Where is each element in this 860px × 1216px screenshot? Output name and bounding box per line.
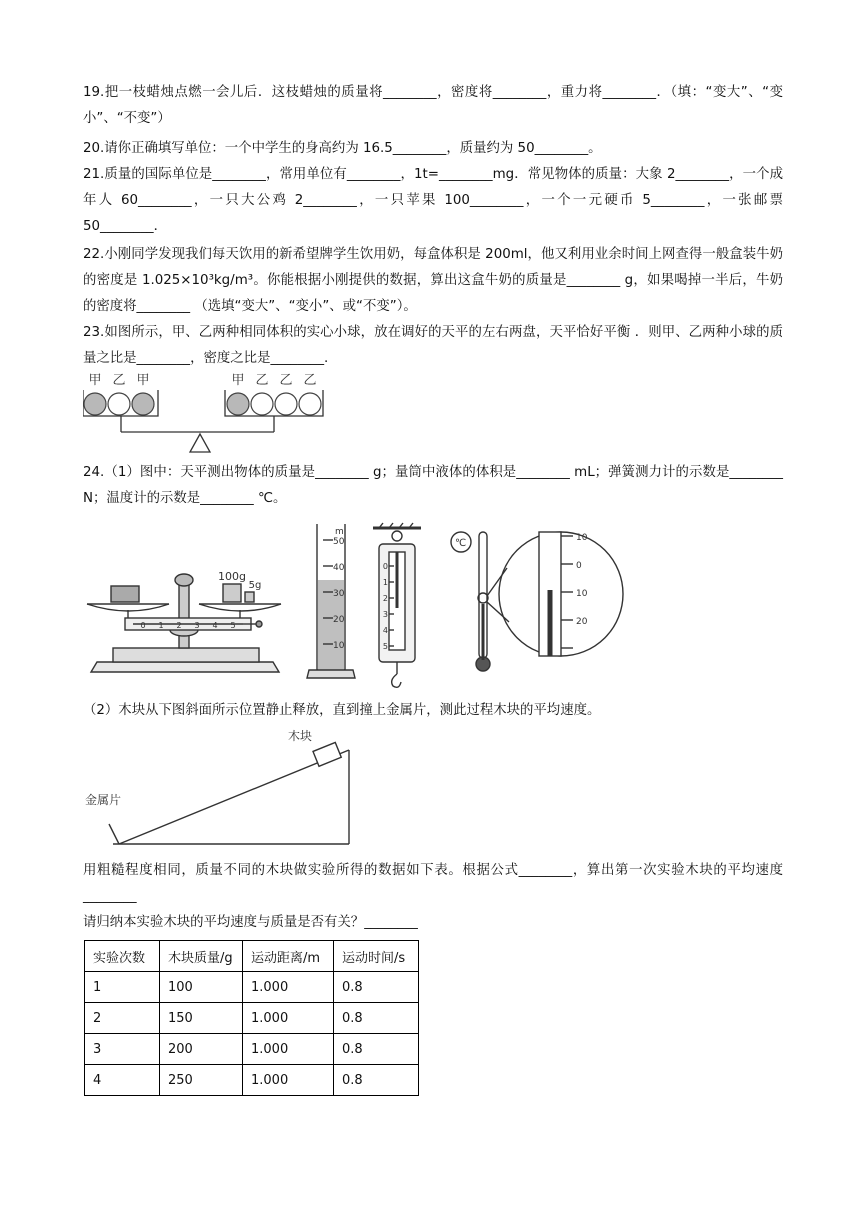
thermo-mark-10: 10 [576,589,588,599]
weight-5g-label: 5g [248,580,262,591]
thermo-mark-10-top: 10 [576,533,588,543]
table-cell: 1.000 [243,1034,334,1065]
spring-mark-5: 5 [382,642,388,651]
question-24-part-2: （2）木块从下图斜面所示位置静止释放，直到撞上金属片，测此过程木块的平均速度。 [83,703,601,718]
beam-mark-1: 1 [158,621,164,630]
table-header: 运动距离/m [243,941,334,972]
table-row [85,1034,419,1065]
incline-figure [83,726,383,854]
right-ball-label-3: 乙 [279,373,293,388]
table-cell: 0.8 [334,1003,419,1034]
metal-plate-label: 金属片 [85,793,122,807]
question-20: 20.请你正确填写单位：一个中学生的身高约为 16.5________，质量约为 50________。 [83,141,602,156]
beam-mark-5: 5 [230,621,236,630]
worksheet-page [83,80,783,1096]
experiment-table [84,940,419,1096]
beam-mark-2: 2 [176,621,182,630]
table-cell: 0.8 [334,1034,419,1065]
thermo-unit: ℃ [455,538,467,549]
left-ball-label-2: 乙 [112,373,126,388]
block-label: 木块 [288,729,313,743]
question-22: 22.小刚同学发现我们每天饮用的新希望牌学生饮用奶，每盒体积是 200ml，他又利用业余时间上网查得一般盒装牛奶的密度是 1.025×10³kg/m³。你能根据小刚提供的数据，算出这盒牛奶的质量是________ g，如果喝掉一半后，牛奶的密度将________ （选填“变大”、“变小”、或“不变”）。 [83,247,783,314]
table-row [85,1065,419,1096]
table-cell: 1.000 [243,1065,334,1096]
table-cell: 0.8 [334,972,419,1003]
cylinder-mark-30: 30 [333,589,345,599]
table-header-row [85,941,419,972]
weight-100g-label: 100g [218,570,246,583]
thermo-mark-0: 0 [576,561,582,571]
left-ball-label-1: 甲 [88,373,102,388]
spring-mark-2: 2 [382,594,388,603]
table-cell: 1 [85,972,160,1003]
cylinder-mark-40: 40 [333,563,345,573]
cylinder-mark-20: 20 [333,615,345,625]
table-cell: 200 [160,1034,243,1065]
cylinder-mark-10: 10 [333,641,345,651]
table-cell: 3 [85,1034,160,1065]
table-cell: 4 [85,1065,160,1096]
table-row [85,1003,419,1034]
question-24-part-3: 用粗糙程度相同，质量不同的木块做实验所得的数据如下表。根据公式________，算出第一次实验木块的平均速度________ [83,863,783,904]
balance-balls-figure [83,370,343,456]
right-ball-label-4: 乙 [303,373,317,388]
question-23: 23.如图所示，甲、乙两种相同体积的实心小球，放在调好的天平的左右两盘，天平恰好平衡 ．则甲、乙两种小球的质量之比是________，密度之比是________. [83,325,783,366]
table-cell: 100 [160,972,243,1003]
table-header: 运动时间/s [334,941,419,972]
table-cell: 1.000 [243,1003,334,1034]
incline-drawing [83,726,383,854]
table-header: 木块质量/g [160,941,243,972]
right-ball-label-1: 甲 [231,373,245,388]
table-cell: 150 [160,1003,243,1034]
beam-mark-3: 3 [194,621,200,630]
left-ball-label-3: 甲 [136,373,150,388]
balance-balls-drawing [83,370,343,456]
table-header: 实验次数 [85,941,160,972]
spring-mark-4: 4 [382,626,388,635]
question-21: 21.质量的国际单位是________，常用单位有________，1t=________mg．常见物体的质量：大象 2________，一个成年人 60________，一只大公鸡 2________，一只苹果 100________，一个一元硬币 5________，一张邮票 50________． [83,167,783,234]
thermometer [451,532,623,671]
table-cell: 2 [85,1003,160,1034]
beam-mark-4: 4 [212,621,218,630]
table-cell: 250 [160,1065,243,1096]
question-24-part-1: 24.（1）图中：天平测出物体的质量是________ g；量筒中液体的体积是________ mL；弹簧测力计的示数是________ N；温度计的示数是________ ℃。 [83,465,783,506]
right-ball-label-2: 乙 [255,373,269,388]
spring-mark-3: 3 [382,610,388,619]
spring-scale [373,523,421,687]
cylinder-mark-50: 50 [333,537,345,547]
instruments-figure [83,522,783,694]
thermo-mark-20: 20 [576,617,588,627]
graduated-cylinder [307,524,355,678]
beam-mark-0: 0 [140,621,146,630]
question-24-part-4: 请归纳本实验木块的平均速度与质量是否有关？________ [83,915,418,930]
table-row [85,972,419,1003]
instruments-drawing [83,522,783,694]
question-19: 19.把一枝蜡烛点燃一会儿后．这枝蜡烛的质量将________，密度将________，重力将________．（填：“变大”、“变小”、“不变”） [83,85,783,126]
table-cell: 0.8 [334,1065,419,1096]
cylinder-unit: ml [335,527,347,537]
table-cell: 1.000 [243,972,334,1003]
spring-mark-1: 1 [382,578,388,587]
spring-mark-0: 0 [382,562,388,571]
